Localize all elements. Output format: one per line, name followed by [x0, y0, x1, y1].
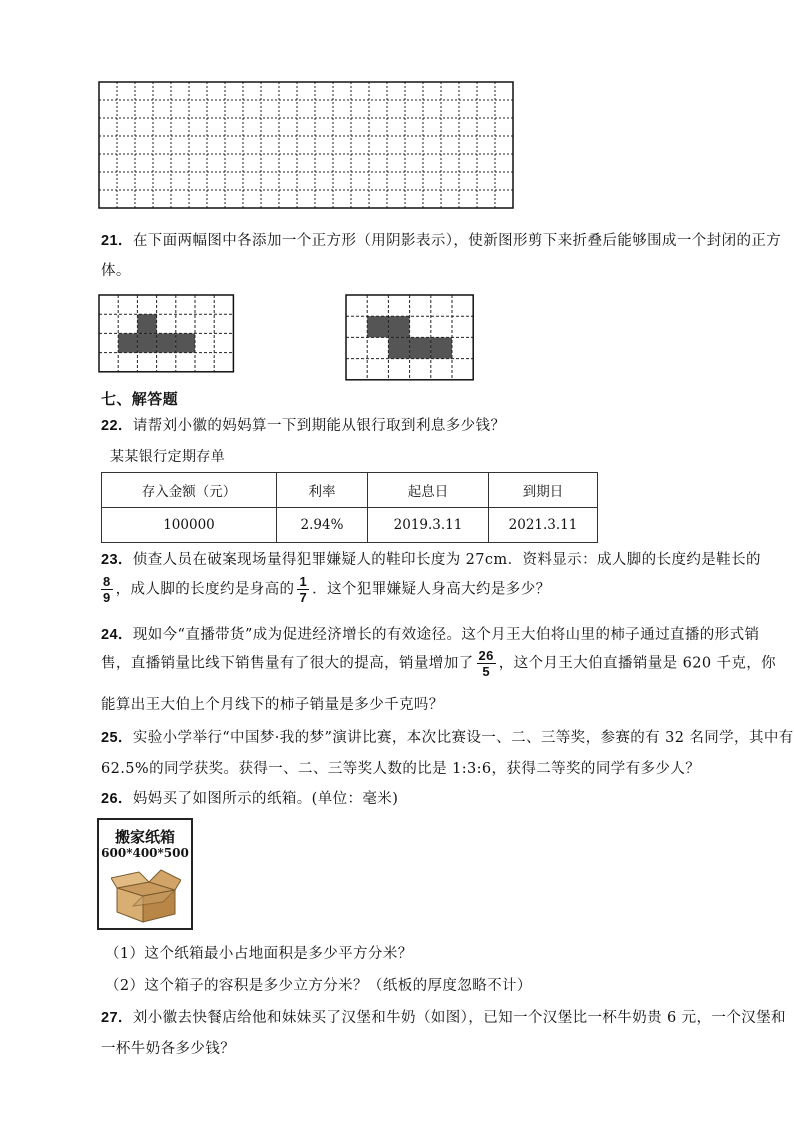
question-number: 24． [101, 627, 133, 643]
cube-net-right [344, 293, 476, 383]
question-26 [101, 787, 398, 808]
question-text: 售，直播销量比线下销售量有了很大的提高，销量增加了 [101, 655, 474, 672]
box-title: 搬家纸箱 [114, 828, 175, 846]
question-text: 刘小徽去快餐店给他和妹妹买了汉堡和牛奶（如图），已知一个汉堡比一杯牛奶贵 6 元，一个汉堡和 [132, 1010, 786, 1026]
fraction-numerator: 8 [103, 574, 111, 589]
question-text: ，这个月王大伯直播销量是 620 千克，你 [498, 655, 777, 672]
question-21 [101, 229, 781, 250]
question-text: 实验小学举行“中国梦·我的梦”演讲比赛，本次比赛设一、二、三等奖，参赛的有 32 名同学，其中有 [132, 730, 794, 746]
table-header: 利率 [277, 473, 368, 508]
table-cell: 2019.3.11 [368, 508, 489, 543]
table-header: 存入金额（元） [102, 473, 277, 508]
deposit-table [101, 472, 598, 543]
question-text: 侦查人员在破案现场量得犯罪嫌疑人的鞋印长度为 27cm．资料显示：成人脚的长度约是鞋长的 [132, 552, 761, 568]
table-row [102, 508, 598, 543]
grid-border [99, 82, 513, 208]
fraction-denominator: 7 [299, 590, 308, 605]
shaded-square [410, 337, 431, 358]
fraction-numerator: 26 [478, 648, 494, 663]
dotted-grid [97, 80, 517, 216]
question-27 [101, 1006, 786, 1027]
fraction-denominator: 5 [482, 664, 490, 679]
shaded-square [388, 316, 409, 337]
question-23 [101, 548, 761, 569]
fraction [101, 574, 113, 605]
question-23-line2 [98, 574, 551, 605]
question-24 [101, 623, 759, 644]
box-dimensions: 600*400*500 [101, 846, 189, 860]
shaded-square [367, 316, 388, 337]
table-header: 到期日 [489, 473, 598, 508]
question-27-line2: 一杯牛奶各多少钱？ [101, 1041, 236, 1057]
question-25-line2: 62.5%的同学获奖。获得一、二、三等奖人数的比是 1:3:6，获得二等奖的同学有多少人？ [101, 761, 701, 777]
question-number: 26． [101, 791, 133, 807]
section-title: 七、解答题 [101, 390, 179, 408]
question-number: 25． [101, 730, 133, 746]
shaded-square [137, 333, 156, 352]
question-text: 现如今“直播带货”成为促进经济增长的有效途径。这个月王大伯将山里的柿子通过直播的形式销 [132, 627, 760, 643]
question-25 [101, 726, 794, 747]
question-22 [101, 414, 505, 435]
question-24-line2 [101, 648, 776, 679]
deposit-caption: 某某银行定期存单 [110, 449, 226, 465]
shaded-square [137, 314, 156, 333]
question-number: 27． [101, 1010, 133, 1026]
table-cell: 2021.3.11 [489, 508, 598, 543]
question-24-line3: 能算出王大伯上个月线下的柿子销量是多少千克吗？ [101, 697, 444, 713]
shaded-square [157, 333, 176, 352]
table-header-row [102, 473, 598, 508]
shaded-square [388, 337, 409, 358]
question-26-sub1: （1）这个纸箱最小占地面积是多少平方分米？ [105, 946, 413, 962]
table-cell: 2.94% [277, 508, 368, 543]
cube-net-left [97, 293, 235, 383]
fraction [297, 574, 309, 605]
question-text: 请帮刘小徽的妈妈算一下到期能从银行取到利息多少钱？ [132, 418, 506, 434]
fraction [477, 648, 496, 679]
question-text: ，成人脚的长度约是身高的 [115, 581, 295, 598]
question-number: 22． [101, 418, 133, 434]
fraction-numerator: 1 [299, 574, 308, 589]
table-header: 起息日 [368, 473, 489, 508]
question-26-sub2: （2）这个箱子的容积是多少立方分米？（纸板的厚度忽略不计） [105, 978, 532, 994]
shaded-square [431, 337, 452, 358]
shaded-square [176, 333, 195, 352]
moving-box-label [97, 818, 193, 930]
table-cell: 100000 [102, 508, 277, 543]
question-number: 23． [101, 552, 133, 568]
question-text: 在下面两幅图中各添加一个正方形（用阴影表示），使新图形剪下来折叠后能够围成一个封闭的正方 [132, 233, 782, 249]
cardboard-box-icon [111, 864, 181, 926]
question-text: ．这个犯罪嫌疑人身高大约是多少？ [312, 581, 551, 598]
question-text: 妈妈买了如图所示的纸箱。(单位：毫米) [132, 791, 399, 807]
shaded-square [118, 333, 137, 352]
question-number: 21． [101, 233, 133, 249]
fraction-denominator: 9 [103, 590, 111, 605]
question-21-line2: 体。 [101, 263, 131, 279]
